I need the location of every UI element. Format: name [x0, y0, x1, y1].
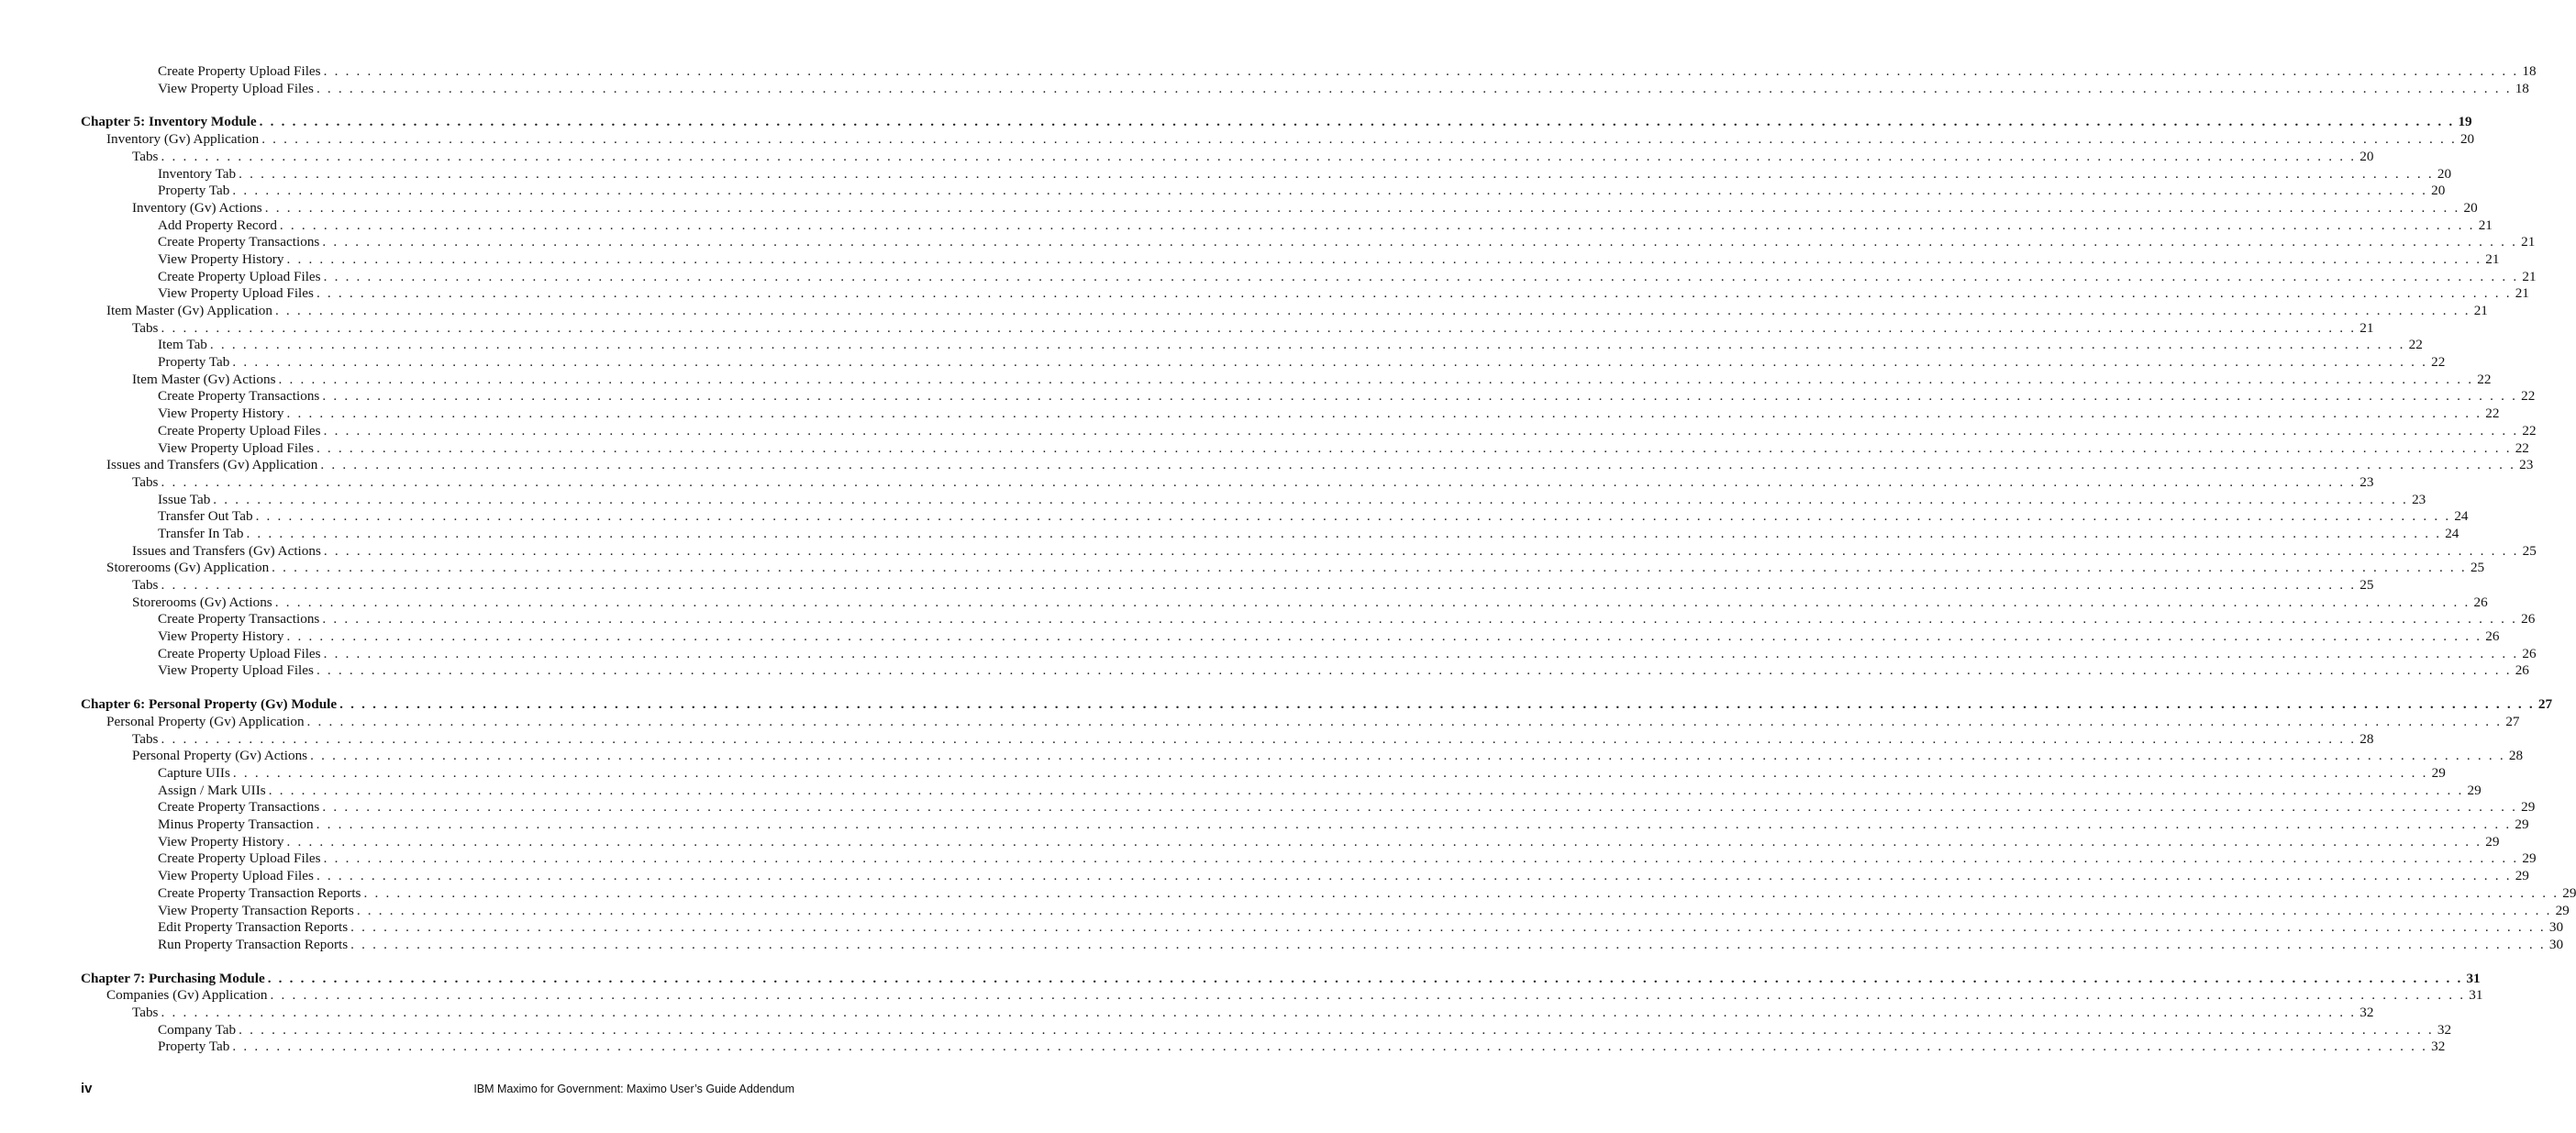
toc-entry[interactable]: [81, 611, 2536, 628]
toc-page-number: 25: [2359, 577, 2374, 594]
toc-entry-title: Transfer In Tab: [158, 525, 244, 541]
toc-page-number: 26: [2485, 628, 2500, 645]
toc-page-number: 29: [2522, 850, 2537, 867]
dot-leader: . . . . . . . . . . . . . . . . . . . . . . . . . . . . . . . . . . . . . . . . . . . . . . . . . . . . . . . . . . . . . . . . . . . . . . . . . . . . . . . . . . . . . . . . . . . . . . . . . . . . . . . . . . . . . . . . . . . . . . . . . . . . . . . . . . . . . . . . . . . . . . . . . . . . . . . . . . . . . . . . . . . . . . . . . . . . . . . . . . . . . . . . . . . . . . . . . . . . . . . .: [278, 371, 2474, 387]
toc-entry-title: Inventory (Gv) Application: [106, 131, 260, 148]
dot-leader: . . . . . . . . . . . . . . . . . . . . . . . . . . . . . . . . . . . . . . . . . . . . . . . . . . . . . . . . . . . . . . . . . . . . . . . . . . . . . . . . . . . . . . . . . . . . . . . . . . . . . . . . . . . . . . . . . . . . . . . . . . . . . . . . . . . . . . . . . . . . . . . . . . . . . . . . . . . . . . . . . . . . . . . . . . . . . . . . . . . . . . . . . . . . . . . . . . . . . . . .: [316, 80, 2512, 96]
toc-entry[interactable]: [81, 63, 2537, 81]
dot-leader: . . . . . . . . . . . . . . . . . . . . . . . . . . . . . . . . . . . . . . . . . . . . . . . . . . . . . . . . . . . . . . . . . . . . . . . . . . . . . . . . . . . . . . . . . . . . . . . . . . . . . . . . . . . . . . . . . . . . . . . . . . . . . . . . . . . . . . . . . . . . . . . . . . . . . . . . . . . . . . . . . . . . . . . . . . . . . . . . . . . . . . . . . . . . . . . . . . . . . . . .: [246, 525, 2442, 541]
dot-leader: . . . . . . . . . . . . . . . . . . . . . . . . . . . . . . . . . . . . . . . . . . . . . . . . . . . . . . . . . . . . . . . . . . . . . . . . . . . . . . . . . . . . . . . . . . . . . . . . . . . . . . . . . . . . . . . . . . . . . . . . . . . . . . . . . . . . . . . . . . . . . . . . . . . . . . . . . . . . . . . . . . . . . . . . . . . . . . . . . . . . . . . . . . . . . . . . . . . . . . . .: [272, 560, 2467, 576]
toc-page-number: 26: [2521, 611, 2536, 628]
dot-leader: . . . . . . . . . . . . . . . . . . . . . . . . . . . . . . . . . . . . . . . . . . . . . . . . . . . . . . . . . . . . . . . . . . . . . . . . . . . . . . . . . . . . . . . . . . . . . . . . . . . . . . . . . . . . . . . . . . . . . . . . . . . . . . . . . . . . . . . . . . . . . . . . . . . . . . . . . . . . . . . . . . . . . . . . . . . . . . . . . . . . . . . . . . . . . . . . . . . . . . . .: [323, 63, 2519, 79]
toc-page-number: 22: [2408, 337, 2423, 353]
toc-entry-title: Tabs: [132, 319, 159, 336]
toc-page-number: 20: [2431, 183, 2446, 199]
dot-leader: . . . . . . . . . . . . . . . . . . . . . . . . . . . . . . . . . . . . . . . . . . . . . . . . . . . . . . . . . . . . . . . . . . . . . . . . . . . . . . . . . . . . . . . . . . . . . . . . . . . . . . . . . . . . . . . . . . . . . . . . . . . . . . . . . . . . . . . . . . . . . . . . . . . . . . . . . . . . . . . . . . . . . . . . . . . . . . . . . . . . . . . . . . . . . . . . . . . . . . . .: [239, 1021, 2434, 1038]
toc-entry-title: Inventory Tab: [158, 165, 237, 182]
dot-leader: . . . . . . . . . . . . . . . . . . . . . . . . . . . . . . . . . . . . . . . . . . . . . . . . . . . . . . . . . . . . . . . . . . . . . . . . . . . . . . . . . . . . . . . . . . . . . . . . . . . . . . . . . . . . . . . . . . . . . . . . . . . . . . . . . . . . . . . . . . . . . . . . . . . . . . . . . . . . . . . . . . . . . . . . . . . . . . . . . . . . . . . . . . . . . . . . . . . . . . . .: [306, 713, 2503, 729]
dot-leader: . . . . . . . . . . . . . . . . . . . . . . . . . . . . . . . . . . . . . . . . . . . . . . . . . . . . . . . . . . . . . . . . . . . . . . . . . . . . . . . . . . . . . . . . . . . . . . . . . . . . . . . . . . . . . . . . . . . . . . . . . . . . . . . . . . . . . . . . . . . . . . . . . . . . . . . . . . . . . . . . . . . . . . . . . . . . . . . . . . . . . . . . . . . . . . . . . . . . . . . .: [322, 611, 2518, 628]
toc-entry[interactable]: [81, 662, 2529, 680]
toc-entry[interactable]: [81, 371, 2492, 389]
toc-entry-title: Create Property Upload Files: [158, 645, 321, 661]
toc-page-number: 20: [2463, 199, 2478, 216]
toc-page-number: 25: [2470, 560, 2485, 576]
dot-leader: . . . . . . . . . . . . . . . . . . . . . . . . . . . . . . . . . . . . . . . . . . . . . . . . . . . . . . . . . . . . . . . . . . . . . . . . . . . . . . . . . . . . . . . . . . . . . . . . . . . . . . . . . . . . . . . . . . . . . . . . . . . . . . . . . . . . . . . . . . . . . . . . . . . . . . . . . . . . . . . . . . . . . . . . . . . . . . . . . . . . . . . . . . . . . . . . . . . . . . . .: [323, 645, 2519, 661]
toc-entry[interactable]: [81, 884, 2576, 903]
toc-page-number: 28: [2359, 730, 2374, 747]
toc-page-number: 30: [2548, 936, 2564, 952]
toc-page-number: 29: [2521, 799, 2536, 816]
toc-entry-title: Companies (Gv) Application: [106, 987, 268, 1004]
dot-leader: . . . . . . . . . . . . . . . . . . . . . . . . . . . . . . . . . . . . . . . . . . . . . . . . . . . . . . . . . . . . . . . . . . . . . . . . . . . . . . . . . . . . . . . . . . . . . . . . . . . . . . . . . . . . . . . . . . . . . . . . . . . . . . . . . . . . . . . . . . . . . . . . . . . . . . . . . . . . . . . . . . . . . . . . . . . . . . . . . . . . . . . . . . . . . . . . . . . . . . . .: [323, 422, 2519, 439]
toc-entry-title: Create Property Transactions: [158, 799, 320, 816]
book-title: IBM Maximo for Government: Maximo User’s Guide Addendum: [473, 1083, 794, 1095]
toc-chapter-entry[interactable]: [81, 114, 2472, 131]
toc-page-number: 26: [2515, 662, 2529, 679]
toc-entry[interactable]: [81, 850, 2537, 868]
toc-entry-title: View Property History: [158, 250, 284, 267]
toc-page-number: 21: [2515, 285, 2529, 302]
toc-entry[interactable]: [81, 217, 2493, 235]
dot-leader: . . . . . . . . . . . . . . . . . . . . . . . . . . . . . . . . . . . . . . . . . . . . . . . . . . . . . . . . . . . . . . . . . . . . . . . . . . . . . . . . . . . . . . . . . . . . . . . . . . . . . . . . . . . . . . . . . . . . . . . . . . . . . . . . . . . . . . . . . . . . . . . . . . . . . . . . . . . . . . . . . . . . . . . . . . . . . . . . . . . . . . . . . . . . . . . . . . . . . . . .: [316, 662, 2512, 679]
toc-entry[interactable]: [81, 183, 2446, 200]
toc-entry[interactable]: [81, 234, 2536, 251]
dot-leader: . . . . . . . . . . . . . . . . . . . . . . . . . . . . . . . . . . . . . . . . . . . . . . . . . . . . . . . . . . . . . . . . . . . . . . . . . . . . . . . . . . . . . . . . . . . . . . . . . . . . . . . . . . . . . . . . . . . . . . . . . . . . . . . . . . . . . . . . . . . . . . . . . . . . . . . . . . . . . . . . . . . . . . . . . . . . . . . . . . . . . . . . . . . . . . . . . . . . . . . .: [316, 816, 2512, 833]
dot-leader: . . . . . . . . . . . . . . . . . . . . . . . . . . . . . . . . . . . . . . . . . . . . . . . . . . . . . . . . . . . . . . . . . . . . . . . . . . . . . . . . . . . . . . . . . . . . . . . . . . . . . . . . . . . . . . . . . . . . . . . . . . . . . . . . . . . . . . . . . . . . . . . . . . . . . . . . . . . . . . . . . . . . . . . . . . . . . . . . . . . . . . . . . . . . . . . . . . . . . . . .: [322, 388, 2518, 405]
toc-page-number: 22: [2515, 439, 2529, 456]
toc-entry-title: Item Tab: [158, 337, 207, 353]
toc-spacer: [81, 680, 794, 696]
toc-entry[interactable]: [81, 80, 2529, 98]
toc-entry-title: View Property History: [158, 628, 284, 645]
dot-leader: . . . . . . . . . . . . . . . . . . . . . . . . . . . . . . . . . . . . . . . . . . . . . . . . . . . . . . . . . . . . . . . . . . . . . . . . . . . . . . . . . . . . . . . . . . . . . . . . . . . . . . . . . . . . . . . . . . . . . . . . . . . . . . . . . . . . . . . . . . . . . . . . . . . . . . . . . . . . . . . . . . . . . . . . . . . . . . . . . . . . . . . . . . . . . . . . . . . . . . . .: [274, 303, 2471, 319]
toc-page-number: 22: [2485, 405, 2500, 422]
toc-entry-title: Tabs: [132, 473, 159, 490]
toc-page-number: 22: [2477, 371, 2492, 387]
toc-page-number: 22: [2431, 354, 2446, 371]
toc-page-number: 25: [2522, 542, 2537, 559]
dot-leader: . . . . . . . . . . . . . . . . . . . . . . . . . . . . . . . . . . . . . . . . . . . . . . . . . . . . . . . . . . . . . . . . . . . . . . . . . . . . . . . . . . . . . . . . . . . . . . . . . . . . . . . . . . . . . . . . . . . . . . . . . . . . . . . . . . . . . . . . . . . . . . . . . . . . . . . . . . . . . . . . . . . . . . . . . . . . . . . . . . . . . . . . . . . . . . . . . . . . . . . .: [350, 936, 2546, 952]
dot-leader: . . . . . . . . . . . . . . . . . . . . . . . . . . . . . . . . . . . . . . . . . . . . . . . . . . . . . . . . . . . . . . . . . . . . . . . . . . . . . . . . . . . . . . . . . . . . . . . . . . . . . . . . . . . . . . . . . . . . . . . . . . . . . . . . . . . . . . . . . . . . . . . . . . . . . . . . . . . . . . . . . . . . . . . . . . . . . . . . . . . . . . . . . . . . . . . . . . . . . . . .: [279, 217, 2475, 233]
toc-entry-title: Chapter 6: Personal Property (Gv) Module: [81, 696, 338, 713]
toc-entry[interactable]: [81, 199, 2478, 217]
dot-leader: . . . . . . . . . . . . . . . . . . . . . . . . . . . . . . . . . . . . . . . . . . . . . . . . . . . . . . . . . . . . . . . . . . . . . . . . . . . . . . . . . . . . . . . . . . . . . . . . . . . . . . . . . . . . . . . . . . . . . . . . . . . . . . . . . . . . . . . . . . . . . . . . . . . . . . . . . . . . . . . . . . . . . . . . . . . . . . . . . . . . . . . . . . . . . . . . . . . . . . . .: [323, 850, 2519, 867]
toc-spacer: [81, 97, 794, 114]
table-of-contents: [81, 63, 2576, 1056]
dot-leader: . . . . . . . . . . . . . . . . . . . . . . . . . . . . . . . . . . . . . . . . . . . . . . . . . . . . . . . . . . . . . . . . . . . . . . . . . . . . . . . . . . . . . . . . . . . . . . . . . . . . . . . . . . . . . . . . . . . . . . . . . . . . . . . . . . . . . . . . . . . . . . . . . . . . . . . . . . . . . . . . . . . . . . . . . . . . . . . . . . . . . . . . . . . . . . . . . . . . . . . .: [232, 765, 2428, 781]
dot-leader: . . . . . . . . . . . . . . . . . . . . . . . . . . . . . . . . . . . . . . . . . . . . . . . . . . . . . . . . . . . . . . . . . . . . . . . . . . . . . . . . . . . . . . . . . . . . . . . . . . . . . . . . . . . . . . . . . . . . . . . . . . . . . . . . . . . . . . . . . . . . . . . . . . . . . . . . . . . . . . . . . . . . . . . . . . . . . . . . . . . . . . . . . . . . . . . . . . . . . . . .: [264, 199, 2460, 216]
dot-leader: . . . . . . . . . . . . . . . . . . . . . . . . . . . . . . . . . . . . . . . . . . . . . . . . . . . . . . . . . . . . . . . . . . . . . . . . . . . . . . . . . . . . . . . . . . . . . . . . . . . . . . . . . . . . . . . . . . . . . . . . . . . . . . . . . . . . . . . . . . . . . . . . . . . . . . . . . . . . . . . . . . . . . . . . . . . . . . . . . . . . . . . . . . . . . . . . . . . . . . . .: [267, 970, 2463, 986]
dot-leader: . . . . . . . . . . . . . . . . . . . . . . . . . . . . . . . . . . . . . . . . . . . . . . . . . . . . . . . . . . . . . . . . . . . . . . . . . . . . . . . . . . . . . . . . . . . . . . . . . . . . . . . . . . . . . . . . . . . . . . . . . . . . . . . . . . . . . . . . . . . . . . . . . . . . . . . . . . . . . . . . . . . . . . . . . . . . . . . . . . . . . . . . . . . . . . . . . . . . . . . .: [232, 1039, 2428, 1055]
toc-page-number: 26: [2522, 645, 2537, 661]
dot-leader: . . . . . . . . . . . . . . . . . . . . . . . . . . . . . . . . . . . . . . . . . . . . . . . . . . . . . . . . . . . . . . . . . . . . . . . . . . . . . . . . . . . . . . . . . . . . . . . . . . . . . . . . . . . . . . . . . . . . . . . . . . . . . . . . . . . . . . . . . . . . . . . . . . . . . . . . . . . . . . . . . . . . . . . . . . . . . . . . . . . . . . . . . . . . . . . . . . . . . . . .: [310, 748, 2505, 764]
dot-leader: . . . . . . . . . . . . . . . . . . . . . . . . . . . . . . . . . . . . . . . . . . . . . . . . . . . . . . . . . . . . . . . . . . . . . . . . . . . . . . . . . . . . . . . . . . . . . . . . . . . . . . . . . . . . . . . . . . . . . . . . . . . . . . . . . . . . . . . . . . . . . . . . . . . . . . . . . . . . . . . . . . . . . . . . . . . . . . . . . . . . . . . . . . . . . . . . . . . . . . . .: [232, 183, 2428, 199]
toc-entry[interactable]: [81, 354, 2446, 372]
toc-entry[interactable]: [81, 457, 2534, 474]
dot-leader: . . . . . . . . . . . . . . . . . . . . . . . . . . . . . . . . . . . . . . . . . . . . . . . . . . . . . . . . . . . . . . . . . . . . . . . . . . . . . . . . . . . . . . . . . . . . . . . . . . . . . . . . . . . . . . . . . . . . . . . . . . . . . . . . . . . . . . . . . . . . . . . . . . . . . . . . . . . . . . . . . . . . . . . . . . . . . . . . . . . . . . . . . . . . . . . . . . . . . . . .: [316, 439, 2512, 456]
toc-chapter-entry[interactable]: [81, 970, 2481, 988]
toc-entry[interactable]: [81, 165, 2452, 183]
toc-page-number: 26: [2473, 594, 2488, 610]
toc-entry-title: Property Tab: [158, 1039, 230, 1055]
toc-entry[interactable]: [81, 594, 2488, 612]
toc-page-number: 18: [2515, 80, 2529, 96]
dot-leader: . . . . . . . . . . . . . . . . . . . . . . . . . . . . . . . . . . . . . . . . . . . . . . . . . . . . . . . . . . . . . . . . . . . . . . . . . . . . . . . . . . . . . . . . . . . . . . . . . . . . . . . . . . . . . . . . . . . . . . . . . . . . . . . . . . . . . . . . . . . . . . . . . . . . . . . . . . . . . . . . . . . . . . . . . . . . . . . . . . . . . . . . . . . . . . . . . . . . . . . .: [286, 833, 2482, 850]
dot-leader: . . . . . . . . . . . . . . . . . . . . . . . . . . . . . . . . . . . . . . . . . . . . . . . . . . . . . . . . . . . . . . . . . . . . . . . . . . . . . . . . . . . . . . . . . . . . . . . . . . . . . . . . . . . . . . . . . . . . . . . . . . . . . . . . . . . . . . . . . . . . . . . . . . . . . . . . . . . . . . . . . . . . . . . . . . . . . . . . . . . . . . . . . . . . . . . . . . . . . . . .: [268, 782, 2464, 798]
toc-entry[interactable]: [81, 148, 2374, 166]
toc-page-number: 29: [2467, 782, 2482, 798]
toc-page-number: 31: [2466, 970, 2481, 986]
dot-leader: . . . . . . . . . . . . . . . . . . . . . . . . . . . . . . . . . . . . . . . . . . . . . . . . . . . . . . . . . . . . . . . . . . . . . . . . . . . . . . . . . . . . . . . . . . . . . . . . . . . . . . . . . . . . . . . . . . . . . . . . . . . . . . . . . . . . . . . . . . . . . . . . . . . . . . . . . . . . . . . . . . . . . . . . . . . . . . . . . . . . . . . . . . . . . . . . . . . . . . . .: [255, 508, 2451, 525]
toc-page-number: 29: [2485, 833, 2500, 850]
toc-page-number: 27: [2505, 713, 2520, 729]
toc-entry[interactable]: [81, 748, 2524, 765]
toc-page-number: 21: [2359, 319, 2374, 336]
toc-entry-title: Property Tab: [158, 183, 230, 199]
toc-entry[interactable]: [81, 645, 2537, 663]
dot-leader: . . . . . . . . . . . . . . . . . . . . . . . . . . . . . . . . . . . . . . . . . . . . . . . . . . . . . . . . . . . . . . . . . . . . . . . . . . . . . . . . . . . . . . . . . . . . . . . . . . . . . . . . . . . . . . . . . . . . . . . . . . . . . . . . . . . . . . . . . . . . . . . . . . . . . . . . . . . . . . . . . . . . . . . . . . . . . . . . . . . . . . . . . . . . . . . . . . . . . . . .: [261, 131, 2457, 148]
toc-entry[interactable]: [81, 799, 2536, 816]
toc-page-number: 20: [2437, 165, 2452, 182]
toc-entry[interactable]: [81, 628, 2500, 646]
toc-entry[interactable]: [81, 1021, 2452, 1039]
toc-page-number: 27: [2537, 696, 2553, 713]
toc-entry-title: Issues and Transfers (Gv) Application: [106, 457, 318, 473]
dot-leader: . . . . . . . . . . . . . . . . . . . . . . . . . . . . . . . . . . . . . . . . . . . . . . . . . . . . . . . . . . . . . . . . . . . . . . . . . . . . . . . . . . . . . . . . . . . . . . . . . . . . . . . . . . . . . . . . . . . . . . . . . . . . . . . . . . . . . . . . . . . . . . . . . . . . . . . . . . . . . . . . . . . . . . . . . . . . . . . . . . . . . . . . . . . . . . . . . . . . . . . .: [239, 165, 2434, 182]
dot-leader: . . . . . . . . . . . . . . . . . . . . . . . . . . . . . . . . . . . . . . . . . . . . . . . . . . . . . . . . . . . . . . . . . . . . . . . . . . . . . . . . . . . . . . . . . . . . . . . . . . . . . . . . . . . . . . . . . . . . . . . . . . . . . . . . . . . . . . . . . . . . . . . . . . . . . . . . . . . . . . . . . . . . . . . . . . . . . . . . . . . . . . . . . . . . . . . . . . . . . . . .: [323, 542, 2519, 559]
toc-entry-title: View Property Transaction Reports: [158, 902, 354, 918]
toc-entry-title: Personal Property (Gv) Application: [106, 713, 305, 729]
dot-leader: . . . . . . . . . . . . . . . . . . . . . . . . . . . . . . . . . . . . . . . . . . . . . . . . . . . . . . . . . . . . . . . . . . . . . . . . . . . . . . . . . . . . . . . . . . . . . . . . . . . . . . . . . . . . . . . . . . . . . . . . . . . . . . . . . . . . . . . . . . . . . . . . . . . . . . . . . . . . . . . . . . . . . . . . . . . . . . . . . . . . . . . . . . . . . . . . . . . . . . . .: [322, 799, 2518, 816]
toc-page-number: 21: [2485, 250, 2500, 267]
toc-entry-title: Personal Property (Gv) Actions: [132, 748, 308, 764]
toc-entry-title: View Property Upload Files: [158, 439, 314, 456]
toc-entry[interactable]: [81, 525, 2459, 543]
dot-leader: . . . . . . . . . . . . . . . . . . . . . . . . . . . . . . . . . . . . . . . . . . . . . . . . . . . . . . . . . . . . . . . . . . . . . . . . . . . . . . . . . . . . . . . . . . . . . . . . . . . . . . . . . . . . . . . . . . . . . . . . . . . . . . . . . . . . . . . . . . . . . . . . . . . . . . . . . . . . . . . . . . . . . . . . . . . . . . . . . . . . . . . . . . . . . . . . . . . . . . . .: [322, 234, 2518, 250]
dot-leader: . . . . . . . . . . . . . . . . . . . . . . . . . . . . . . . . . . . . . . . . . . . . . . . . . . . . . . . . . . . . . . . . . . . . . . . . . . . . . . . . . . . . . . . . . . . . . . . . . . . . . . . . . . . . . . . . . . . . . . . . . . . . . . . . . . . . . . . . . . . . . . . . . . . . . . . . . . . . . . . . . . . . . . . . . . . . . . . . . . . . . . . . . . . . . . . . . . . . . . . .: [350, 919, 2546, 936]
toc-entry-title: Assign / Mark UIIs: [158, 782, 266, 798]
toc-entry[interactable]: [81, 1039, 2446, 1056]
toc-chapter-entry[interactable]: [81, 696, 2553, 714]
toc-page-number: 29: [2562, 884, 2576, 901]
toc-page-number: 22: [2522, 422, 2537, 439]
toc-entry[interactable]: [81, 303, 2488, 320]
toc-entry-title: Tabs: [132, 148, 159, 164]
toc-entry[interactable]: [81, 388, 2536, 405]
dot-leader: . . . . . . . . . . . . . . . . . . . . . . . . . . . . . . . . . . . . . . . . . . . . . . . . . . . . . . . . . . . . . . . . . . . . . . . . . . . . . . . . . . . . . . . . . . . . . . . . . . . . . . . . . . . . . . . . . . . . . . . . . . . . . . . . . . . . . . . . . . . . . . . . . . . . . . . . . . . . . . . . . . . . . . . . . . . . . . . . . . . . . . . . . . . . . . . . . . . . . . . .: [286, 405, 2482, 422]
toc-page-number: 24: [2454, 508, 2469, 525]
dot-leader: . . . . . . . . . . . . . . . . . . . . . . . . . . . . . . . . . . . . . . . . . . . . . . . . . . . . . . . . . . . . . . . . . . . . . . . . . . . . . . . . . . . . . . . . . . . . . . . . . . . . . . . . . . . . . . . . . . . . . . . . . . . . . . . . . . . . . . . . . . . . . . . . . . . . . . . . . . . . . . . . . . . . . . . . . . . . . . . . . . . . . . . . . . . . . . . . . . . . . . . .: [161, 319, 2357, 336]
toc-entry[interactable]: [81, 250, 2500, 269]
toc-entry-title: Create Property Transaction Reports: [158, 884, 361, 901]
toc-entry-title: Tabs: [132, 577, 159, 594]
toc-entry[interactable]: [81, 902, 2570, 920]
toc-entry[interactable]: [81, 713, 2520, 731]
toc-entry-title: View Property Upload Files: [158, 662, 314, 679]
dot-leader: . . . . . . . . . . . . . . . . . . . . . . . . . . . . . . . . . . . . . . . . . . . . . . . . . . . . . . . . . . . . . . . . . . . . . . . . . . . . . . . . . . . . . . . . . . . . . . . . . . . . . . . . . . . . . . . . . . . . . . . . . . . . . . . . . . . . . . . . . . . . . . . . . . . . . . . . . . . . . . . . . . . . . . . . . . . . . . . . . . . . . . . . . . . . . . . . . . . . . . . .: [161, 577, 2357, 594]
toc-entry-title: Create Property Upload Files: [158, 422, 321, 439]
toc-page-number: 21: [2478, 217, 2493, 233]
dot-leader: . . . . . . . . . . . . . . . . . . . . . . . . . . . . . . . . . . . . . . . . . . . . . . . . . . . . . . . . . . . . . . . . . . . . . . . . . . . . . . . . . . . . . . . . . . . . . . . . . . . . . . . . . . . . . . . . . . . . . . . . . . . . . . . . . . . . . . . . . . . . . . . . . . . . . . . . . . . . . . . . . . . . . . . . . . . . . . . . . . . . . . . . . . . . . . . . . . . . . . . .: [270, 987, 2466, 1004]
toc-page-number: 21: [2522, 268, 2537, 284]
toc-entry[interactable]: [81, 337, 2423, 354]
dot-leader: . . . . . . . . . . . . . . . . . . . . . . . . . . . . . . . . . . . . . . . . . . . . . . . . . . . . . . . . . . . . . . . . . . . . . . . . . . . . . . . . . . . . . . . . . . . . . . . . . . . . . . . . . . . . . . . . . . . . . . . . . . . . . . . . . . . . . . . . . . . . . . . . . . . . . . . . . . . . . . . . . . . . . . . . . . . . . . . . . . . . . . . . . . . . . . . . . . . . . . . .: [161, 148, 2357, 164]
toc-entry[interactable]: [81, 936, 2564, 954]
toc-entry[interactable]: [81, 765, 2446, 783]
toc-entry[interactable]: [81, 542, 2537, 561]
toc-page-number: 29: [2515, 816, 2529, 833]
toc-entry[interactable]: [81, 131, 2475, 149]
toc-entry[interactable]: [81, 833, 2500, 851]
toc-entry-title: View Property History: [158, 405, 284, 422]
dot-leader: . . . . . . . . . . . . . . . . . . . . . . . . . . . . . . . . . . . . . . . . . . . . . . . . . . . . . . . . . . . . . . . . . . . . . . . . . . . . . . . . . . . . . . . . . . . . . . . . . . . . . . . . . . . . . . . . . . . . . . . . . . . . . . . . . . . . . . . . . . . . . . . . . . . . . . . . . . . . . . . . . . . . . . . . . . . . . . . . . . . . . . . . . . . . . . . . . . . . . . . .: [286, 628, 2482, 645]
toc-entry-title: Minus Property Transaction: [158, 816, 314, 833]
toc-entry-title: Issues and Transfers (Gv) Actions: [132, 542, 321, 559]
toc-entry-title: Create Property Upload Files: [158, 63, 321, 79]
toc-entry[interactable]: [81, 508, 2469, 526]
toc-entry[interactable]: [81, 473, 2374, 492]
toc-entry[interactable]: [81, 405, 2500, 423]
toc-page-number: 18: [2522, 63, 2537, 79]
toc-entry-title: Chapter 5: Inventory Module: [81, 114, 257, 130]
toc-entry-title: Item Master (Gv) Application: [106, 303, 272, 319]
toc-entry[interactable]: [81, 439, 2529, 458]
toc-page-number: 24: [2445, 525, 2459, 541]
toc-entry-title: Property Tab: [158, 354, 230, 371]
toc-page-number: 23: [2359, 473, 2374, 490]
dot-leader: . . . . . . . . . . . . . . . . . . . . . . . . . . . . . . . . . . . . . . . . . . . . . . . . . . . . . . . . . . . . . . . . . . . . . . . . . . . . . . . . . . . . . . . . . . . . . . . . . . . . . . . . . . . . . . . . . . . . . . . . . . . . . . . . . . . . . . . . . . . . . . . . . . . . . . . . . . . . . . . . . . . . . . . . . . . . . . . . . . . . . . . . . . . . . . . . . . . . . . . .: [286, 250, 2482, 267]
toc-entry-title: Item Master (Gv) Actions: [132, 371, 276, 387]
toc-entry[interactable]: [81, 577, 2374, 594]
toc-entry[interactable]: [81, 285, 2529, 303]
toc-entry-title: Create Property Upload Files: [158, 268, 321, 284]
dot-leader: . . . . . . . . . . . . . . . . . . . . . . . . . . . . . . . . . . . . . . . . . . . . . . . . . . . . . . . . . . . . . . . . . . . . . . . . . . . . . . . . . . . . . . . . . . . . . . . . . . . . . . . . . . . . . . . . . . . . . . . . . . . . . . . . . . . . . . . . . . . . . . . . . . . . . . . . . . . . . . . . . . . . . . . . . . . . . . . . . . . . . . . . . . . . . . . . . . . . . . . .: [213, 491, 2409, 507]
toc-entry[interactable]: [81, 1005, 2374, 1022]
toc-page-number: 23: [2412, 491, 2426, 507]
toc-entry[interactable]: [81, 816, 2529, 834]
toc-page-number: 21: [2521, 234, 2536, 250]
toc-entry-title: View Property Upload Files: [158, 285, 314, 302]
toc-page-number: 28: [2508, 748, 2524, 764]
toc-entry-title: View Property History: [158, 833, 284, 850]
toc-entry-title: Create Property Transactions: [158, 234, 320, 250]
toc-page-number: 32: [2359, 1005, 2374, 1021]
dot-leader: . . . . . . . . . . . . . . . . . . . . . . . . . . . . . . . . . . . . . . . . . . . . . . . . . . . . . . . . . . . . . . . . . . . . . . . . . . . . . . . . . . . . . . . . . . . . . . . . . . . . . . . . . . . . . . . . . . . . . . . . . . . . . . . . . . . . . . . . . . . . . . . . . . . . . . . . . . . . . . . . . . . . . . . . . . . . . . . . . . . . . . . . . . . . . . . . . . . . . . . .: [259, 114, 2455, 130]
toc-entry-title: Storerooms (Gv) Application: [106, 560, 270, 576]
dot-leader: . . . . . . . . . . . . . . . . . . . . . . . . . . . . . . . . . . . . . . . . . . . . . . . . . . . . . . . . . . . . . . . . . . . . . . . . . . . . . . . . . . . . . . . . . . . . . . . . . . . . . . . . . . . . . . . . . . . . . . . . . . . . . . . . . . . . . . . . . . . . . . . . . . . . . . . . . . . . . . . . . . . . . . . . . . . . . . . . . . . . . . . . . . . . . . . . . . . . . . . .: [356, 902, 2552, 918]
toc-entry[interactable]: [81, 868, 2529, 885]
toc-entry[interactable]: [81, 560, 2485, 577]
dot-leader: . . . . . . . . . . . . . . . . . . . . . . . . . . . . . . . . . . . . . . . . . . . . . . . . . . . . . . . . . . . . . . . . . . . . . . . . . . . . . . . . . . . . . . . . . . . . . . . . . . . . . . . . . . . . . . . . . . . . . . . . . . . . . . . . . . . . . . . . . . . . . . . . . . . . . . . . . . . . . . . . . . . . . . . . . . . . . . . . . . . . . . . . . . . . . . . . . . . . . . . .: [274, 594, 2471, 610]
dot-leader: . . . . . . . . . . . . . . . . . . . . . . . . . . . . . . . . . . . . . . . . . . . . . . . . . . . . . . . . . . . . . . . . . . . . . . . . . . . . . . . . . . . . . . . . . . . . . . . . . . . . . . . . . . . . . . . . . . . . . . . . . . . . . . . . . . . . . . . . . . . . . . . . . . . . . . . . . . . . . . . . . . . . . . . . . . . . . . . . . . . . . . . . . . . . . . . . . . . . . . . .: [232, 354, 2428, 371]
toc-page-number: 29: [2515, 868, 2529, 884]
toc-entry-title: Issue Tab: [158, 491, 211, 507]
toc-entry[interactable]: [81, 491, 2426, 509]
dot-leader: . . . . . . . . . . . . . . . . . . . . . . . . . . . . . . . . . . . . . . . . . . . . . . . . . . . . . . . . . . . . . . . . . . . . . . . . . . . . . . . . . . . . . . . . . . . . . . . . . . . . . . . . . . . . . . . . . . . . . . . . . . . . . . . . . . . . . . . . . . . . . . . . . . . . . . . . . . . . . . . . . . . . . . . . . . . . . . . . . . . . . . . . . . . . . . . . . . . . . . . .: [161, 473, 2357, 490]
toc-entry-title: Create Property Upload Files: [158, 850, 321, 867]
toc-entry[interactable]: [81, 422, 2537, 440]
toc-entry-title: Create Property Transactions: [158, 388, 320, 405]
toc-entry-title: View Property Upload Files: [158, 80, 314, 96]
toc-entry-title: Capture UIIs: [158, 765, 230, 781]
toc-entry[interactable]: [81, 268, 2537, 286]
dot-leader: . . . . . . . . . . . . . . . . . . . . . . . . . . . . . . . . . . . . . . . . . . . . . . . . . . . . . . . . . . . . . . . . . . . . . . . . . . . . . . . . . . . . . . . . . . . . . . . . . . . . . . . . . . . . . . . . . . . . . . . . . . . . . . . . . . . . . . . . . . . . . . . . . . . . . . . . . . . . . . . . . . . . . . . . . . . . . . . . . . . . . . . . . . . . . . . . . . . . . . . .: [320, 457, 2516, 473]
toc-page-number: 23: [2519, 457, 2534, 473]
dot-leader: . . . . . . . . . . . . . . . . . . . . . . . . . . . . . . . . . . . . . . . . . . . . . . . . . . . . . . . . . . . . . . . . . . . . . . . . . . . . . . . . . . . . . . . . . . . . . . . . . . . . . . . . . . . . . . . . . . . . . . . . . . . . . . . . . . . . . . . . . . . . . . . . . . . . . . . . . . . . . . . . . . . . . . . . . . . . . . . . . . . . . . . . . . . . . . . . . . . . . . . .: [209, 337, 2405, 353]
toc-page-number: 20: [2359, 148, 2374, 164]
dot-leader: . . . . . . . . . . . . . . . . . . . . . . . . . . . . . . . . . . . . . . . . . . . . . . . . . . . . . . . . . . . . . . . . . . . . . . . . . . . . . . . . . . . . . . . . . . . . . . . . . . . . . . . . . . . . . . . . . . . . . . . . . . . . . . . . . . . . . . . . . . . . . . . . . . . . . . . . . . . . . . . . . . . . . . . . . . . . . . . . . . . . . . . . . . . . . . . . . . . . . . . .: [323, 268, 2519, 284]
dot-leader: . . . . . . . . . . . . . . . . . . . . . . . . . . . . . . . . . . . . . . . . . . . . . . . . . . . . . . . . . . . . . . . . . . . . . . . . . . . . . . . . . . . . . . . . . . . . . . . . . . . . . . . . . . . . . . . . . . . . . . . . . . . . . . . . . . . . . . . . . . . . . . . . . . . . . . . . . . . . . . . . . . . . . . . . . . . . . . . . . . . . . . . . . . . . . . . . . . . . . . . .: [339, 696, 2535, 713]
dot-leader: . . . . . . . . . . . . . . . . . . . . . . . . . . . . . . . . . . . . . . . . . . . . . . . . . . . . . . . . . . . . . . . . . . . . . . . . . . . . . . . . . . . . . . . . . . . . . . . . . . . . . . . . . . . . . . . . . . . . . . . . . . . . . . . . . . . . . . . . . . . . . . . . . . . . . . . . . . . . . . . . . . . . . . . . . . . . . . . . . . . . . . . . . . . . . . . . . . . . . . . .: [161, 1005, 2357, 1021]
toc-entry[interactable]: [81, 730, 2374, 749]
toc-page-number: 21: [2473, 303, 2488, 319]
toc-page-number: 29: [2431, 765, 2446, 781]
toc-page-number: 29: [2555, 902, 2570, 918]
toc-page-number: 30: [2548, 919, 2564, 936]
dot-leader: . . . . . . . . . . . . . . . . . . . . . . . . . . . . . . . . . . . . . . . . . . . . . . . . . . . . . . . . . . . . . . . . . . . . . . . . . . . . . . . . . . . . . . . . . . . . . . . . . . . . . . . . . . . . . . . . . . . . . . . . . . . . . . . . . . . . . . . . . . . . . . . . . . . . . . . . . . . . . . . . . . . . . . . . . . . . . . . . . . . . . . . . . . . . . . . . . . . . . . . .: [363, 884, 2559, 901]
dot-leader: . . . . . . . . . . . . . . . . . . . . . . . . . . . . . . . . . . . . . . . . . . . . . . . . . . . . . . . . . . . . . . . . . . . . . . . . . . . . . . . . . . . . . . . . . . . . . . . . . . . . . . . . . . . . . . . . . . . . . . . . . . . . . . . . . . . . . . . . . . . . . . . . . . . . . . . . . . . . . . . . . . . . . . . . . . . . . . . . . . . . . . . . . . . . . . . . . . . . . . . .: [316, 285, 2512, 302]
toc-entry-title: Create Property Transactions: [158, 611, 320, 628]
toc-entry-title: Add Property Record: [158, 217, 277, 233]
toc-entry-title: Tabs: [132, 1005, 159, 1021]
dot-leader: . . . . . . . . . . . . . . . . . . . . . . . . . . . . . . . . . . . . . . . . . . . . . . . . . . . . . . . . . . . . . . . . . . . . . . . . . . . . . . . . . . . . . . . . . . . . . . . . . . . . . . . . . . . . . . . . . . . . . . . . . . . . . . . . . . . . . . . . . . . . . . . . . . . . . . . . . . . . . . . . . . . . . . . . . . . . . . . . . . . . . . . . . . . . . . . . . . . . . . . .: [316, 868, 2512, 884]
toc-entry[interactable]: [81, 782, 2482, 800]
toc-page-number: 32: [2437, 1021, 2452, 1038]
toc-entry-title: Transfer Out Tab: [158, 508, 253, 525]
dot-leader: . . . . . . . . . . . . . . . . . . . . . . . . . . . . . . . . . . . . . . . . . . . . . . . . . . . . . . . . . . . . . . . . . . . . . . . . . . . . . . . . . . . . . . . . . . . . . . . . . . . . . . . . . . . . . . . . . . . . . . . . . . . . . . . . . . . . . . . . . . . . . . . . . . . . . . . . . . . . . . . . . . . . . . . . . . . . . . . . . . . . . . . . . . . . . . . . . . . . . . . .: [161, 730, 2357, 747]
page-number: iv: [81, 1081, 93, 1096]
toc-spacer: [81, 954, 794, 971]
toc-entry-title: Run Property Transaction Reports: [158, 936, 349, 952]
toc-entry-title: Company Tab: [158, 1021, 237, 1038]
toc-page-number: 22: [2521, 388, 2536, 405]
toc-entry[interactable]: [81, 319, 2374, 338]
toc-entry[interactable]: [81, 987, 2483, 1005]
toc-entry-title: View Property Upload Files: [158, 868, 314, 884]
toc-page-number: 32: [2431, 1039, 2446, 1055]
toc-entry-title: Edit Property Transaction Reports: [158, 919, 349, 936]
toc-page-number: 19: [2458, 114, 2472, 130]
toc-page-number: 20: [2459, 131, 2475, 148]
toc-entry-title: Chapter 7: Purchasing Module: [81, 970, 265, 986]
toc-entry[interactable]: [81, 919, 2564, 937]
toc-entry-title: Tabs: [132, 730, 159, 747]
toc-page-number: 31: [2469, 987, 2483, 1004]
toc-entry-title: Inventory (Gv) Actions: [132, 199, 262, 216]
toc-entry-title: Storerooms (Gv) Actions: [132, 594, 272, 610]
